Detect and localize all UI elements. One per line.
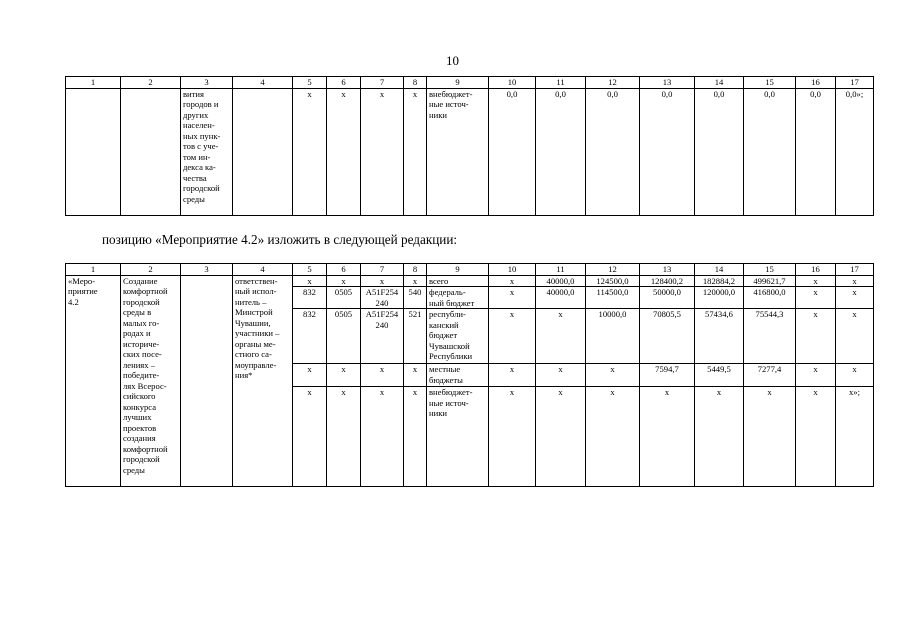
value-cell: х [586,387,640,487]
value-cell: х [796,309,836,364]
code-cell: х [404,387,427,487]
header-cell: 14 [695,77,744,89]
instruction-text: позицию «Мероприятие 4.2» изложить в следующей редакции: [102,232,458,247]
value-cell: х [836,309,874,364]
header-cell: 1 [66,77,121,89]
code-cell: х [404,89,427,216]
funding-source-cell: федераль- ный бюджет [427,287,489,309]
header-cell: 5 [293,77,327,89]
header-cell: 2 [121,264,181,276]
measure-name-cell: Создание комфортной городской среды в малых го- родах и историче- ских посе- лениях – победите- лях Всерос- сийского конкурса лучших проектов создания комфортной городской среды [121,276,181,487]
code-cell: х [327,276,361,287]
header-cell: 7 [361,264,404,276]
code-cell: х [361,364,404,387]
value-cell: х [744,387,796,487]
code-cell: 832 [293,309,327,364]
value-cell: 57434,6 [695,309,744,364]
measure-number-cell: «Меро- приятие 4.2 [66,276,121,487]
value-cell: 5449,5 [695,364,744,387]
page-number: 10 [446,53,459,68]
header-cell: 4 [233,264,293,276]
code-cell: х [361,89,404,216]
header-cell: 7 [361,77,404,89]
header-cell: 17 [836,77,874,89]
code-cell: х [327,387,361,487]
header-cell: 12 [586,77,640,89]
table-header-row [66,77,874,89]
code-cell: х [293,276,327,287]
empty-cell [66,89,121,216]
value-cell: х [836,364,874,387]
header-cell: 14 [695,264,744,276]
table-row [66,89,874,216]
value-cell: 0,0 [695,89,744,216]
header-cell: 15 [744,264,796,276]
value-cell: 0,0 [536,89,586,216]
measure-table [65,263,874,487]
header-cell: 10 [489,77,536,89]
value-cell: 0,0 [489,89,536,216]
empty-cell [181,276,233,487]
code-cell: х [293,364,327,387]
value-cell: х [489,287,536,309]
value-cell: х [836,287,874,309]
code-cell: х [361,276,404,287]
value-cell: х [796,387,836,487]
value-cell: х [536,387,586,487]
header-cell: 12 [586,264,640,276]
empty-cell [233,89,293,216]
header-cell: 11 [536,264,586,276]
value-cell: х [489,309,536,364]
code-cell: 540 [404,287,427,309]
code-cell: 521 [404,309,427,364]
value-cell: 416800,0 [744,287,796,309]
value-cell: х [489,387,536,487]
empty-cell [121,89,181,216]
code-cell: 832 [293,287,327,309]
header-cell: 13 [640,264,695,276]
code-cell: х [327,89,361,216]
description-cell: вития городов и других населен- ных пунк- тов с уче- том ин- декса ка- чества городской среды [181,89,233,216]
header-cell: 5 [293,264,327,276]
header-cell: 16 [796,264,836,276]
header-cell: 2 [121,77,181,89]
value-cell: 0,0 [640,89,695,216]
value-cell: х [796,364,836,387]
executor-cell: ответствен- ный испол- нитель – Минстрой Чувашии, участники – органы ме- стного са- моуправле- ния* [233,276,293,487]
value-cell: 499621,7 [744,276,796,287]
value-cell: 40000,0 [536,287,586,309]
header-cell: 9 [427,264,489,276]
value-cell: х [640,387,695,487]
value-cell: 120000,0 [695,287,744,309]
table-row [66,276,874,287]
code-cell: х [404,364,427,387]
value-cell: 40000,0 [536,276,586,287]
value-cell: х [796,287,836,309]
code-cell: х [327,364,361,387]
funding-source-cell: республи- канский бюджет Чувашской Республики [427,309,489,364]
header-cell: 3 [181,264,233,276]
code-cell: х [293,89,327,216]
header-cell: 16 [796,77,836,89]
value-cell: 0,0 [744,89,796,216]
continuation-table [65,76,874,216]
value-cell: 75544,3 [744,309,796,364]
value-cell: 128400,2 [640,276,695,287]
header-cell: 4 [233,77,293,89]
value-cell: 7594,7 [640,364,695,387]
funding-source-cell: внебюджет- ные источ- ники [427,89,489,216]
table-header-row [66,264,874,276]
header-cell: 13 [640,77,695,89]
value-cell: 0,0 [586,89,640,216]
value-cell: 7277,4 [744,364,796,387]
header-cell: 8 [404,77,427,89]
code-cell: А51F254 240 [361,287,404,309]
code-cell: 0505 [327,309,361,364]
value-cell: 70805,5 [640,309,695,364]
value-cell: 182884,2 [695,276,744,287]
header-cell: 11 [536,77,586,89]
header-cell: 1 [66,264,121,276]
value-cell: х [836,276,874,287]
value-cell: 114500,0 [586,287,640,309]
value-cell: 10000,0 [586,309,640,364]
value-cell: х [586,364,640,387]
value-cell: 50000,0 [640,287,695,309]
value-cell: 0,0»; [836,89,874,216]
code-cell: х [404,276,427,287]
value-cell: х [695,387,744,487]
value-cell: х [489,364,536,387]
code-cell: А51F254 240 [361,309,404,364]
header-cell: 8 [404,264,427,276]
header-cell: 6 [327,77,361,89]
code-cell: 0505 [327,287,361,309]
header-cell: 9 [427,77,489,89]
value-cell: х [796,276,836,287]
header-cell: 6 [327,264,361,276]
header-cell: 10 [489,264,536,276]
funding-source-cell: местные бюджеты [427,364,489,387]
funding-source-cell: всего [427,276,489,287]
value-cell: х [536,309,586,364]
value-cell: х [489,276,536,287]
code-cell: х [361,387,404,487]
value-cell: 0,0 [796,89,836,216]
value-cell: х»; [836,387,874,487]
header-cell: 15 [744,77,796,89]
header-cell: 17 [836,264,874,276]
header-cell: 3 [181,77,233,89]
funding-source-cell: внебюджет- ные источ- ники [427,387,489,487]
value-cell: 124500,0 [586,276,640,287]
code-cell: х [293,387,327,487]
value-cell: х [536,364,586,387]
